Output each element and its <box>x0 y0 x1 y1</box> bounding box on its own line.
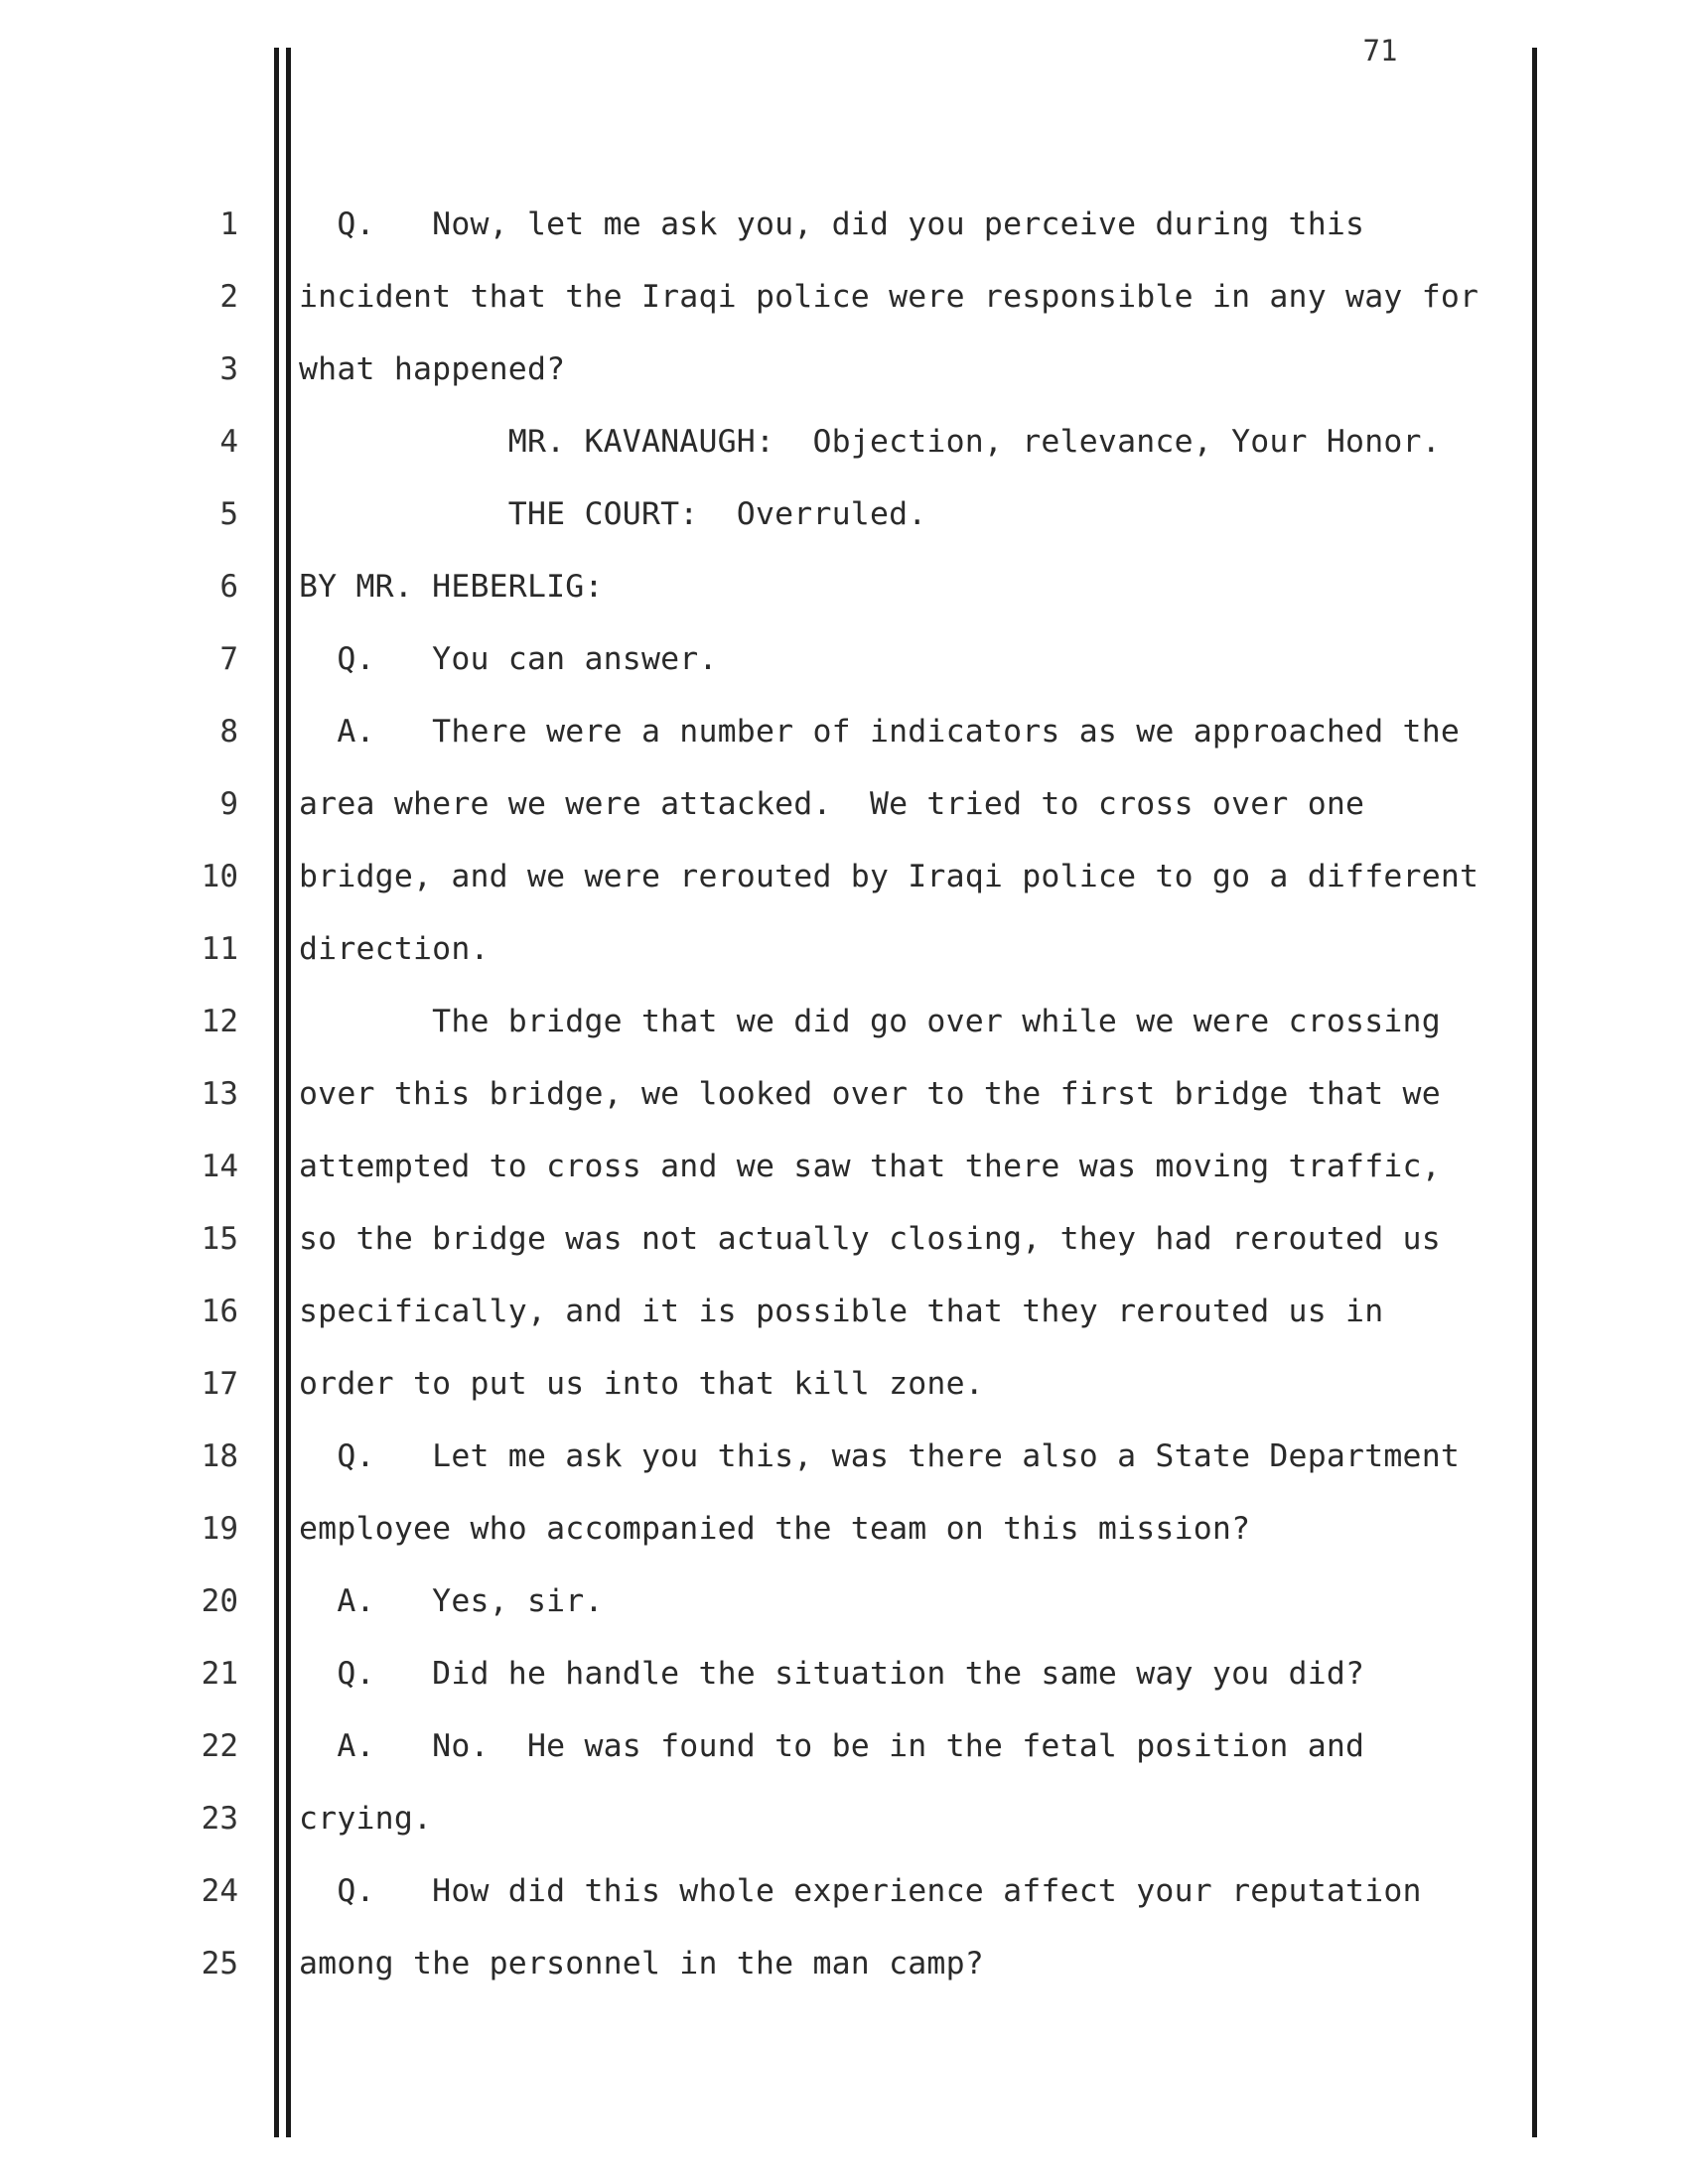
transcript-line <box>0 708 1688 780</box>
line-number: 14 <box>201 1149 238 1184</box>
line-text: area where we were attacked. We tried to cross over one <box>299 786 1365 822</box>
line-number: 19 <box>201 1511 238 1547</box>
line-number: 11 <box>201 931 238 967</box>
line-text: MR. KAVANAUGH: Objection, relevance, Your Honor. <box>299 424 1441 460</box>
line-text: BY MR. HEBERLIG: <box>299 569 604 605</box>
line-text: employee who accompanied the team on this mission? <box>299 1511 1251 1547</box>
line-number: 24 <box>201 1873 238 1909</box>
line-number: 8 <box>219 714 238 750</box>
line-number: 16 <box>201 1294 238 1329</box>
line-text: order to put us into that kill zone. <box>299 1366 984 1402</box>
line-text: what happened? <box>299 351 566 387</box>
transcript-line <box>0 1940 1688 2012</box>
line-text: so the bridge was not actually closing, they had rerouted us <box>299 1221 1441 1257</box>
transcript-line <box>0 1577 1688 1650</box>
transcript-line <box>0 1433 1688 1505</box>
transcript-line <box>0 1070 1688 1143</box>
line-text: attempted to cross and we saw that there was moving traffic, <box>299 1149 1441 1184</box>
line-text: Q. Did he handle the situation the same way you did? <box>299 1656 1365 1692</box>
line-number: 18 <box>201 1438 238 1474</box>
line-text: A. No. He was found to be in the fetal position and <box>299 1728 1365 1764</box>
line-text: over this bridge, we looked over to the first bridge that we <box>299 1076 1441 1112</box>
line-number: 1 <box>219 206 238 242</box>
transcript-line <box>0 1795 1688 1867</box>
transcript-line <box>0 1360 1688 1433</box>
line-text: The bridge that we did go over while we were crossing <box>299 1004 1441 1039</box>
line-text: bridge, and we were rerouted by Iraqi police to go a different <box>299 859 1479 894</box>
transcript-line <box>0 418 1688 490</box>
transcript-line <box>0 1867 1688 1940</box>
transcript-line <box>0 1505 1688 1577</box>
transcript-line <box>0 1215 1688 1288</box>
line-number: 15 <box>201 1221 238 1257</box>
transcript-line <box>0 201 1688 273</box>
line-text: Q. How did this whole experience affect your reputation <box>299 1873 1422 1909</box>
line-text: Q. Now, let me ask you, did you perceive during this <box>299 206 1365 242</box>
transcript-line <box>0 853 1688 925</box>
line-number: 17 <box>201 1366 238 1402</box>
line-text: Q. You can answer. <box>299 641 718 677</box>
line-number: 20 <box>201 1583 238 1619</box>
transcript-line <box>0 563 1688 635</box>
line-number: 3 <box>219 351 238 387</box>
transcript-line <box>0 925 1688 998</box>
line-number: 12 <box>201 1004 238 1039</box>
line-number: 25 <box>201 1946 238 1981</box>
line-text: specifically, and it is possible that they rerouted us in <box>299 1294 1384 1329</box>
transcript-line <box>0 490 1688 563</box>
line-number: 13 <box>201 1076 238 1112</box>
transcript-line <box>0 345 1688 418</box>
line-text: A. There were a number of indicators as we approached the <box>299 714 1461 750</box>
line-number: 2 <box>219 279 238 315</box>
line-number: 21 <box>201 1656 238 1692</box>
line-number: 5 <box>219 496 238 532</box>
line-text: THE COURT: Overruled. <box>299 496 927 532</box>
line-number: 10 <box>201 859 238 894</box>
transcript-line <box>0 1650 1688 1722</box>
transcript-line <box>0 1143 1688 1215</box>
line-number: 7 <box>219 641 238 677</box>
line-text: Q. Let me ask you this, was there also a State Department <box>299 1438 1461 1474</box>
line-text: incident that the Iraqi police were responsible in any way for <box>299 279 1479 315</box>
line-number: 22 <box>201 1728 238 1764</box>
line-number: 6 <box>219 569 238 605</box>
transcript-line <box>0 1722 1688 1795</box>
page-number: 71 <box>1362 34 1398 68</box>
transcript-line <box>0 998 1688 1070</box>
transcript-line <box>0 1288 1688 1360</box>
transcript-line <box>0 273 1688 345</box>
line-text: crying. <box>299 1801 433 1837</box>
line-text: among the personnel in the man camp? <box>299 1946 984 1981</box>
line-number: 23 <box>201 1801 238 1837</box>
transcript-line <box>0 780 1688 853</box>
line-text: direction. <box>299 931 490 967</box>
transcript-line <box>0 635 1688 708</box>
line-text: A. Yes, sir. <box>299 1583 604 1619</box>
line-number: 4 <box>219 424 238 460</box>
line-number: 9 <box>219 786 238 822</box>
